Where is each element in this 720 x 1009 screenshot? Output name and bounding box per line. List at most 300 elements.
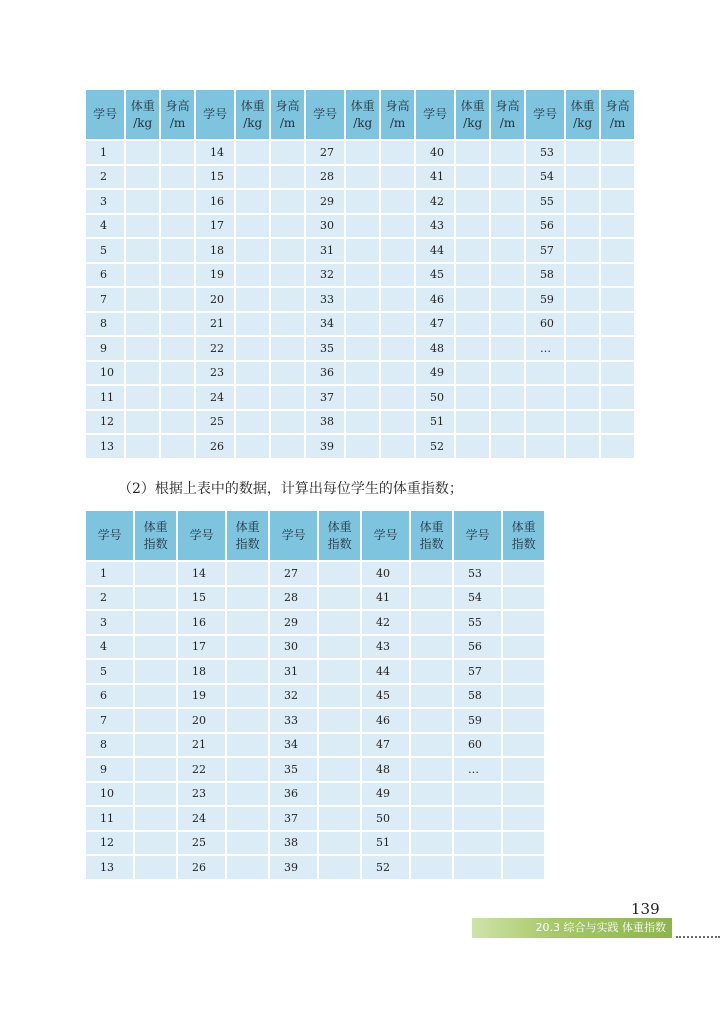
student-id-cell: 4 [86,636,133,659]
student-id-cell: 14 [196,141,234,164]
student-id-cell: 19 [178,685,225,708]
empty-value-cell [346,190,379,213]
student-id-cell: 44 [362,660,409,683]
student-id-cell: 56 [454,636,501,659]
student-id-cell: 19 [196,264,234,287]
empty-value-cell [271,141,304,164]
empty-value-cell [135,709,176,732]
empty-value-cell [135,636,176,659]
table-row [86,587,544,610]
student-id-cell: 26 [196,435,234,458]
table-row [86,337,634,360]
empty-value-cell [319,709,360,732]
student-id-cell: 52 [416,435,454,458]
empty-value-cell [319,734,360,757]
empty-value-cell [126,362,159,385]
empty-value-cell [135,562,176,585]
student-id-cell: 33 [270,709,317,732]
empty-value-cell [236,386,269,409]
empty-value-cell [601,313,634,336]
column-header: 学号 [362,511,409,560]
student-id-cell: 25 [196,411,234,434]
empty-value-cell [491,337,524,360]
student-id-cell: 36 [306,362,344,385]
empty-value-cell [503,636,544,659]
empty-value-cell [346,411,379,434]
student-id-cell: 28 [306,166,344,189]
student-id-cell: 51 [362,832,409,855]
student-id-cell [526,435,564,458]
empty-value-cell [601,337,634,360]
student-id-cell: 25 [178,832,225,855]
student-id-cell: 47 [362,734,409,757]
question-caption: （2）根据上表中的数据，计算出每位学生的体重指数； [118,481,463,497]
column-header: 体重 指数 [227,511,268,560]
empty-value-cell [161,411,194,434]
empty-value-cell [491,215,524,238]
empty-value-cell [381,362,414,385]
student-id-cell: 4 [86,215,124,238]
student-id-cell: 45 [362,685,409,708]
empty-value-cell [319,636,360,659]
empty-value-cell [271,190,304,213]
empty-value-cell [161,190,194,213]
page-number: 139 [631,900,660,918]
empty-value-cell [566,288,599,311]
student-id-cell: 41 [362,587,409,610]
table-row [86,807,544,830]
table-row [86,386,634,409]
student-id-cell: 16 [178,611,225,634]
empty-value-cell [566,362,599,385]
empty-value-cell [135,611,176,634]
column-header: 体重 /kg [236,90,269,139]
empty-value-cell [161,362,194,385]
student-id-cell: 39 [306,435,344,458]
empty-value-cell [411,562,452,585]
student-id-cell: 22 [196,337,234,360]
empty-value-cell [236,190,269,213]
empty-value-cell [135,758,176,781]
student-id-cell: 5 [86,660,133,683]
student-id-cell: 52 [362,856,409,879]
column-header: 学号 [178,511,225,560]
column-header: 身高 /m [381,90,414,139]
student-id-cell: 54 [526,166,564,189]
column-header: 学号 [196,90,234,139]
student-id-cell: 27 [306,141,344,164]
empty-value-cell [491,288,524,311]
student-id-cell: 24 [178,807,225,830]
empty-value-cell [456,435,489,458]
student-id-cell: 40 [362,562,409,585]
empty-value-cell [161,337,194,360]
empty-value-cell [319,587,360,610]
column-header: 体重 指数 [411,511,452,560]
student-id-cell: 6 [86,264,124,287]
empty-value-cell [456,166,489,189]
empty-value-cell [411,807,452,830]
empty-value-cell [135,587,176,610]
empty-value-cell [319,758,360,781]
empty-value-cell [319,783,360,806]
column-header: 学号 [526,90,564,139]
empty-value-cell [236,215,269,238]
empty-value-cell [503,611,544,634]
table-row [86,562,544,585]
student-id-cell: 10 [86,783,133,806]
empty-value-cell [491,141,524,164]
empty-value-cell [126,288,159,311]
empty-value-cell [503,562,544,585]
empty-value-cell [601,166,634,189]
empty-value-cell [491,411,524,434]
empty-value-cell [161,239,194,262]
empty-value-cell [236,337,269,360]
empty-value-cell [135,856,176,879]
student-id-cell: 43 [362,636,409,659]
student-id-cell: 7 [86,288,124,311]
student-id-cell: 28 [270,587,317,610]
empty-value-cell [566,264,599,287]
student-id-cell: 2 [86,587,133,610]
column-header: 身高 /m [161,90,194,139]
student-id-cell: 11 [86,807,133,830]
empty-value-cell [381,264,414,287]
empty-value-cell [135,807,176,830]
table-row [86,190,634,213]
empty-value-cell [346,386,379,409]
student-id-cell: 57 [526,239,564,262]
empty-value-cell [381,337,414,360]
student-id-cell: 20 [178,709,225,732]
student-id-cell: 31 [306,239,344,262]
empty-value-cell [503,783,544,806]
empty-value-cell [227,758,268,781]
column-header: 体重 /kg [346,90,379,139]
student-id-cell: 48 [416,337,454,360]
empty-value-cell [566,313,599,336]
student-id-cell [526,386,564,409]
empty-value-cell [236,411,269,434]
empty-value-cell [346,337,379,360]
empty-value-cell [319,660,360,683]
data-table-bmi [84,509,546,881]
student-id-cell: 29 [306,190,344,213]
empty-value-cell [503,807,544,830]
student-id-cell: 8 [86,734,133,757]
column-header: 体重 /kg [126,90,159,139]
student-id-cell: 30 [270,636,317,659]
empty-value-cell [271,288,304,311]
empty-value-cell [346,239,379,262]
student-id-cell: 58 [526,264,564,287]
empty-value-cell [236,288,269,311]
student-id-cell: 9 [86,337,124,360]
student-id-cell: 60 [526,313,564,336]
empty-value-cell [236,264,269,287]
student-id-cell: 44 [416,239,454,262]
empty-value-cell [503,758,544,781]
table-header-row [86,511,544,560]
student-id-cell: 18 [196,239,234,262]
empty-value-cell [126,411,159,434]
empty-value-cell [491,313,524,336]
empty-value-cell [227,660,268,683]
student-id-cell: 53 [454,562,501,585]
empty-value-cell [271,215,304,238]
student-id-cell: 32 [306,264,344,287]
empty-value-cell [126,386,159,409]
empty-value-cell [601,288,634,311]
empty-value-cell [456,288,489,311]
column-header: 体重 /kg [566,90,599,139]
empty-value-cell [601,264,634,287]
empty-value-cell [236,362,269,385]
empty-value-cell [236,239,269,262]
empty-value-cell [411,734,452,757]
empty-value-cell [411,587,452,610]
student-id-cell: 26 [178,856,225,879]
empty-value-cell [236,313,269,336]
empty-value-cell [381,435,414,458]
empty-value-cell [456,141,489,164]
student-id-cell: 37 [270,807,317,830]
student-id-cell: 59 [526,288,564,311]
table-row [86,141,634,164]
student-id-cell: 57 [454,660,501,683]
student-id-cell: 1 [86,141,124,164]
empty-value-cell [271,337,304,360]
student-id-cell: 47 [416,313,454,336]
student-id-cell: 27 [270,562,317,585]
table-row [86,435,634,458]
empty-value-cell [601,386,634,409]
column-header: 体重 指数 [135,511,176,560]
student-id-cell: 16 [196,190,234,213]
column-header: 学号 [86,511,133,560]
empty-value-cell [503,587,544,610]
empty-value-cell [381,313,414,336]
empty-value-cell [126,435,159,458]
student-id-cell: 45 [416,264,454,287]
student-id-cell: 42 [416,190,454,213]
empty-value-cell [126,190,159,213]
table-row [86,636,544,659]
empty-value-cell [161,435,194,458]
student-id-cell: 8 [86,313,124,336]
table-row [86,709,544,732]
empty-value-cell [227,734,268,757]
empty-value-cell [161,264,194,287]
empty-value-cell [236,141,269,164]
table-row [86,758,544,781]
student-id-cell: 21 [178,734,225,757]
empty-value-cell [566,386,599,409]
student-id-cell: 3 [86,190,124,213]
empty-value-cell [236,435,269,458]
empty-value-cell [456,362,489,385]
student-id-cell: 35 [306,337,344,360]
empty-value-cell [601,435,634,458]
student-id-cell: 18 [178,660,225,683]
student-id-cell: 17 [196,215,234,238]
empty-value-cell [346,362,379,385]
student-id-cell: 1 [86,562,133,585]
empty-value-cell [346,264,379,287]
empty-value-cell [227,807,268,830]
student-id-cell: 10 [86,362,124,385]
column-header: 学号 [270,511,317,560]
empty-value-cell [271,166,304,189]
student-id-cell: 41 [416,166,454,189]
empty-value-cell [161,215,194,238]
empty-value-cell [161,386,194,409]
empty-value-cell [503,856,544,879]
student-id-cell: 54 [454,587,501,610]
student-id-cell: 37 [306,386,344,409]
empty-value-cell [491,239,524,262]
empty-value-cell [381,386,414,409]
empty-value-cell [271,362,304,385]
student-id-cell: 21 [196,313,234,336]
empty-value-cell [161,313,194,336]
empty-value-cell [271,386,304,409]
student-id-cell [526,362,564,385]
empty-value-cell [566,141,599,164]
table-row [86,362,634,385]
empty-value-cell [601,141,634,164]
student-id-cell: 46 [416,288,454,311]
empty-value-cell [411,856,452,879]
table-row [86,411,634,434]
empty-value-cell [346,313,379,336]
empty-value-cell [411,709,452,732]
student-id-cell: 7 [86,709,133,732]
student-id-cell: 13 [86,856,133,879]
student-id-cell: 43 [416,215,454,238]
student-id-cell: 31 [270,660,317,683]
empty-value-cell [227,832,268,855]
student-id-cell: 23 [178,783,225,806]
column-header: 学号 [416,90,454,139]
empty-value-cell [319,832,360,855]
empty-value-cell [456,337,489,360]
empty-value-cell [126,313,159,336]
student-id-cell [454,807,501,830]
empty-value-cell [126,239,159,262]
empty-value-cell [503,660,544,683]
empty-value-cell [271,435,304,458]
student-id-cell: 17 [178,636,225,659]
empty-value-cell [456,264,489,287]
empty-value-cell [566,166,599,189]
empty-value-cell [126,215,159,238]
empty-value-cell [456,411,489,434]
empty-value-cell [491,362,524,385]
empty-value-cell [456,239,489,262]
student-id-cell [454,832,501,855]
student-id-cell [526,411,564,434]
empty-value-cell [346,435,379,458]
student-id-cell: 40 [416,141,454,164]
empty-value-cell [135,734,176,757]
empty-value-cell [411,611,452,634]
empty-value-cell [566,190,599,213]
empty-value-cell [601,411,634,434]
empty-value-cell [601,190,634,213]
student-id-cell: 9 [86,758,133,781]
empty-value-cell [456,313,489,336]
data-table-weight-height [84,88,636,460]
column-header: 身高 /m [601,90,634,139]
student-id-cell: 50 [362,807,409,830]
empty-value-cell [491,435,524,458]
empty-value-cell [491,166,524,189]
footer-dotted-line [676,936,720,942]
empty-value-cell [126,264,159,287]
table-row [86,734,544,757]
empty-value-cell [161,166,194,189]
student-id-cell: 13 [86,435,124,458]
empty-value-cell [491,264,524,287]
student-id-cell: 35 [270,758,317,781]
empty-value-cell [456,386,489,409]
empty-value-cell [161,288,194,311]
column-header: 学号 [454,511,501,560]
student-id-cell: 49 [416,362,454,385]
table-row [86,239,634,262]
empty-value-cell [135,685,176,708]
empty-value-cell [456,190,489,213]
student-id-cell: 3 [86,611,133,634]
empty-value-cell [319,611,360,634]
empty-value-cell [381,239,414,262]
student-id-cell: 22 [178,758,225,781]
student-id-cell: 15 [196,166,234,189]
column-header: 体重 指数 [503,511,544,560]
column-header: 学号 [86,90,124,139]
student-id-cell: 56 [526,215,564,238]
empty-value-cell [135,783,176,806]
empty-value-cell [566,435,599,458]
student-id-cell: 42 [362,611,409,634]
column-header: 体重 指数 [319,511,360,560]
table-row [86,215,634,238]
empty-value-cell [601,239,634,262]
empty-value-cell [161,141,194,164]
empty-value-cell [227,587,268,610]
student-id-cell [454,856,501,879]
empty-value-cell [126,166,159,189]
column-header: 身高 /m [491,90,524,139]
student-id-cell: 2 [86,166,124,189]
student-id-cell: 60 [454,734,501,757]
student-id-cell: 36 [270,783,317,806]
student-id-cell: 12 [86,832,133,855]
student-id-cell: … [454,758,501,781]
student-id-cell: 34 [306,313,344,336]
student-id-cell: … [526,337,564,360]
student-id-cell: 23 [196,362,234,385]
empty-value-cell [566,337,599,360]
empty-value-cell [227,856,268,879]
empty-value-cell [411,783,452,806]
student-id-cell: 14 [178,562,225,585]
empty-value-cell [227,562,268,585]
empty-value-cell [381,190,414,213]
table-row [86,264,634,287]
